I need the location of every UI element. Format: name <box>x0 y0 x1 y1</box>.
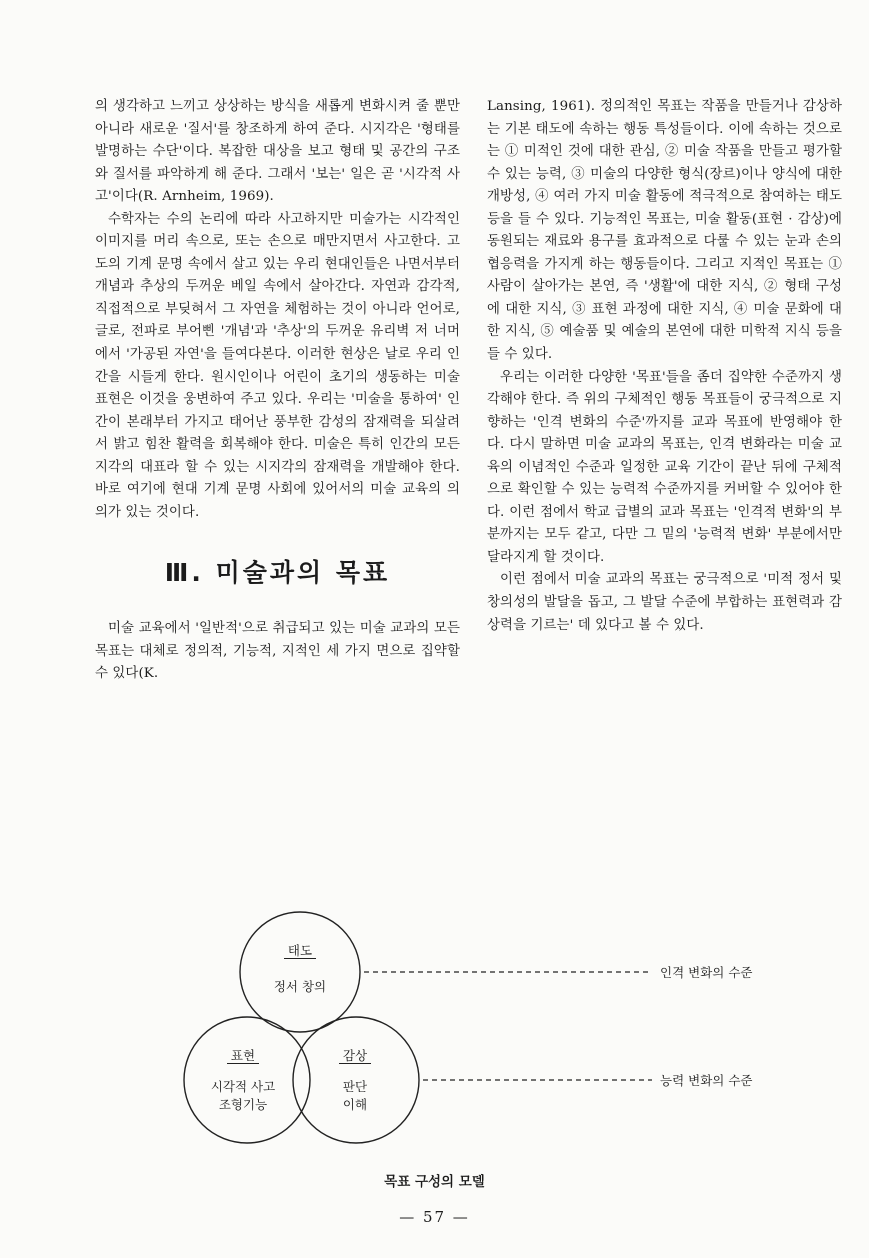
left-paragraph-1: 의 생각하고 느끼고 상상하는 방식을 새롭게 변화시켜 줄 뿐만 아니라 새로운 '질서'를 창조하게 하여 준다. 시지각은 '형태를 발명하는 수단'이다. 복잡한 대상을 보고 형태 및 공간의 구조와 질서를 파악하게 해 준다. 그래서 '보는' 일은 곧 '시각적 사고'이다(R. Arnheim, 1969). <box>95 99 460 205</box>
right-paragraph-1: Lansing, 1961). 정의적인 목표는 작품을 만들거나 감상하는 기본 태도에 속하는 행동 특성들이다. 이에 속하는 것으로는 ① 미적인 것에 대한 관심, ② 미술 작품을 만들고 평가할 수 있는 능력, ③ 미술의 다양한 형식(장르)이나 양식에 대한 개방성, ④ 여러 가지 미술 활동에 적극적으로 참여하는 태도 등을 들 수 있다. 기능적인 목표는, 미술 활동(표현 · 감상)에 동원되는 재료와 용구를 효과적으로 다룰 수 있는 눈과 손의 협응력을 가지게 하는 행동들이다. 그리고 지적인 목표는 ① 사람이 살아가는 본연, 즉 '생활'에 대한 지식, ② 형태 구성에 대한 지식, ③ 표현 과정에 대한 지식, ④ 미술 문화에 대한 지식, ⑤ 예술품 및 예술의 본연에 대한 미학적 지식 등을 들 수 있다. <box>487 99 842 363</box>
right-paragraph-3: 이런 점에서 미술 교과의 목표는 궁극적으로 '미적 정서 및 창의성의 발달을 돕고, 그 발달 수준에 부합하는 표현력과 감상력을 기르는' 데 있다고 볼 수 있다. <box>487 572 842 633</box>
section-heading: Ⅲ. 미술과의 목표 <box>164 558 391 588</box>
ability-change-label: 능력 변화의 수준 <box>660 1073 753 1088</box>
right-circle-body-1: 판단 <box>342 1079 368 1094</box>
goal-model-diagram <box>0 900 869 1180</box>
figure-caption: 목표 구성의 모델 <box>384 1174 485 1190</box>
diagram-shapes <box>0 900 869 1180</box>
right-paragraph-2: 우리는 이러한 다양한 '목표'들을 좀더 집약한 수준까지 생각해야 한다. 즉 위의 구체적인 행동 목표들이 궁극적으로 지향하는 '인격 변화의 수준'까지를 교과 목표에 반영해야 한다. 다시 말하면 미술 교과의 목표는, 인격 변화라는 미술 교육의 이념적인 수준과 일정한 교육 기간이 끝난 뒤에 구체적으로 확인할 수 있는 능력적 수준까지를 커버할 수 있어야 한다. 이런 점에서 학교 급별의 교과 목표는 '인격적 변화'의 부분까지는 모두 같고, 다만 그 밑의 '능력적 변화' 부분에서만 달라지게 할 것이다. <box>487 369 842 565</box>
personality-change-label: 인격 변화의 수준 <box>660 965 753 980</box>
left-circle-title: 표현 <box>188 1047 298 1064</box>
right-circle-body-2: 이해 <box>342 1097 368 1112</box>
left-column <box>95 96 460 686</box>
left-paragraph-3: 미술 교육에서 '일반적'으로 취급되고 있는 미술 교과의 모든 목표는 대체로 정의적, 기능적, 지적인 세 가지 면으로 집약할 수 있다(K. <box>95 621 460 682</box>
top-circle-title: 태도 <box>245 942 355 959</box>
top-circle-body: 정서 창의 <box>273 979 327 994</box>
left-circle-body-1: 시각적 사고 <box>210 1079 276 1094</box>
right-circle-title: 감상 <box>300 1047 410 1064</box>
left-circle-body-2: 조형기능 <box>218 1097 268 1112</box>
left-paragraph-2: 수학자는 수의 논리에 따라 사고하지만 미술가는 시각적인 이미지를 머리 속으로, 또는 손으로 매만지면서 사고한다. 고도의 기계 문명 속에서 살고 있는 우리 현대인들은 나면서부터 개념과 추상의 두꺼운 베일 속에서 살아간다. 자연과 감각적, 직접적으로 부딪혀서 그 자연을 체험하는 것이 아니라 언어로, 글로, 전파로 부어삔 '개념'과 '추상'의 두꺼운 유리벽 저 너머에서 '가공된 자연'을 들여다본다. 이러한 현상은 날로 우리 인간을 시들게 한다. 원시인이나 어린이 초기의 생동하는 미술 표현은 이것을 웅변하여 주고 있다. 우리는 '미술을 통하여' 인간이 본래부터 가지고 태어난 풍부한 감성의 잠재력을 되살려서 밝고 힘찬 활력을 회복해야 한다. 미술은 특히 인간의 모든 지각의 대표라 할 수 있는 시지각의 잠재력을 개발해야 한다. 바로 여기에 현대 기계 문명 사회에 있어서의 미술 교육의 의의가 있는 것이다. <box>95 211 460 520</box>
top-circle <box>240 912 360 1032</box>
page-number: — 57 — <box>399 1208 470 1226</box>
right-column <box>487 96 842 637</box>
